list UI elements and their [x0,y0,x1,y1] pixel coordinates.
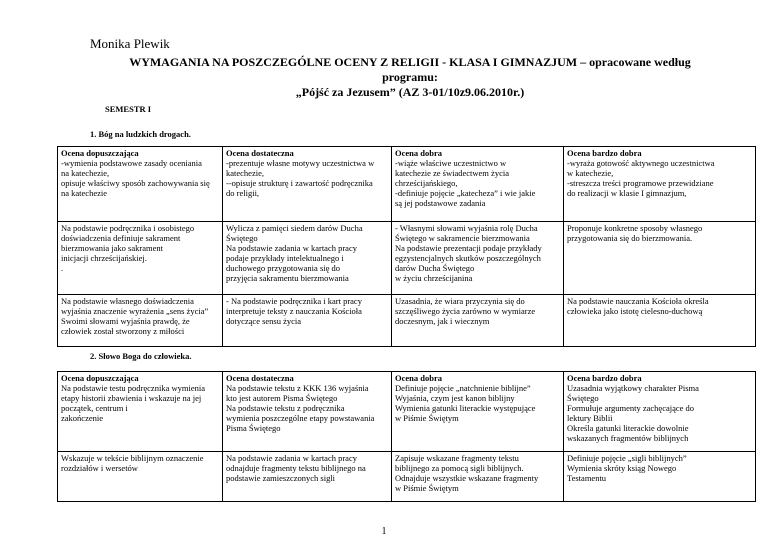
cell-text-line: zakończenie [61,413,103,423]
cell-text-line: na katechezie [61,188,108,198]
cell-text-line: egzystencjalnych skutków poszczególnych [395,253,541,263]
table-row [58,295,756,347]
cell-text-line: Świętego [567,393,599,403]
cell-text-line: -wymienia podstawowe zasady oceniania [61,158,202,168]
column-header: Ocena dopuszczająca [61,148,139,158]
cell-text-line: katechezie ze świadectwem życia [395,168,509,178]
table-cell [223,295,392,347]
table-cell [392,222,564,295]
cell-text-line: Uzasadnia, że wiara przyczynia się do [395,296,525,306]
cell-text-line: . [61,263,64,273]
table-cell [564,372,756,452]
page-number: 1 [381,526,387,537]
cell-text-line: Pisma Świętego [226,423,281,433]
cell-text-line: przyjęcia sakramentu bierzmowania [226,273,349,283]
cell-text-line: Wskazuje w tekście biblijnym oznaczenie [61,453,204,463]
column-header: Ocena dobra [395,148,442,158]
cell-text-line: opisuje właściwy sposób zachowywania się [61,178,210,188]
cell-text-line: w życiu chrześcijanina [395,273,473,283]
cell-text-line: - Na podstawie podręcznika i kart pracy [226,296,362,306]
cell-text-line: biblijnego za pomocą sigli biblijnych. [395,463,524,473]
cell-text-line: początek, centrum i [61,403,128,413]
cell-text-line: doświadczenia definiuje sakrament [61,233,181,243]
table-cell [564,147,756,222]
table-cell [564,222,756,295]
cell-text-line: wymienia poszczególne etapy powstawania [226,413,375,423]
cell-text-line: Na podstawie zadania w kartach pracy [226,453,357,463]
table-cell [392,295,564,347]
cell-text-line: -streszcza treści programowe przewidziane [567,178,714,188]
section-1-heading: 1. Bóg na ludzkich drogach. [90,129,191,139]
cell-text-line: Definiuje pojęcie „sigli biblijnych” [567,453,687,463]
table-row [58,222,756,295]
cell-text-line: -definiuje pojęcie „katecheza” i wie jakie [395,188,536,198]
cell-text-line: podaje przykłady intelektualnego i [226,253,344,263]
cell-text-line: duchowego przygotowania się do [226,263,341,273]
column-header: Ocena dobra [395,373,442,383]
table-cell [58,372,223,452]
table-cell [392,147,564,222]
cell-text-line: odnajduje fragmenty tekstu biblijnego na [226,463,366,473]
cell-text-line: do religii, [226,188,260,198]
cell-text-line: Świętego w sakramencie bierzmowania [395,233,530,243]
table-cell [223,147,392,222]
table-cell [392,372,564,452]
cell-text-line: Swoimi słowami wyjaśnia prawdę, że [61,316,190,326]
cell-text-line: -prezentuje własne motywy uczestnictwa w [226,158,375,168]
cell-text-line: Wyjaśnia, czym jest kanon biblijny [395,393,515,403]
cell-text-line: Odnajduje wszystkie wskazane fragmenty [395,473,539,483]
cell-text-line: Na podstawie prezentacji podaje przykłady [395,243,542,253]
cell-text-line: wskazanych fragmentów biblijnych [567,433,689,443]
cell-text-line: --opisuje strukturę i zawartość podręcznika [226,178,373,188]
cell-text-line: bierzmowania jako sakrament [61,243,163,253]
cell-text-line: interpretuje teksty z nauczania Kościoła [226,306,362,316]
cell-text-line: Na podstawie zadania w kartach pracy [226,243,357,253]
column-header: Ocena dostateczna [226,148,294,158]
cell-text-line: są jej podstawowe zadania [395,198,486,208]
semester-label: SEMESTR I [105,104,152,114]
title-line-3: „Pójść za Jezusem” (AZ 3-01/10z9.06.2010r.) [295,85,525,99]
cell-text-line: Wylicza z pamięci siedem darów Ducha [226,223,363,233]
cell-text-line: -wyraża gotowość aktywnego uczestnictwa [567,158,715,168]
cell-text-line: w Piśmie Świętym [395,413,459,423]
title-line-2: programu: [382,70,438,84]
cell-text-line: szczęśliwego życia zarówno w wymiarze [395,306,536,316]
column-header: Ocena dopuszczająca [61,373,139,383]
section-2-heading: 2. Słowo Boga do człowieka. [90,351,192,361]
cell-text-line: Definiuje pojęcie „natchnienie biblijne” [395,383,531,393]
column-header: Ocena bardzo dobra [567,148,642,158]
cell-text-line: doczesnym, jak i wiecznym [395,316,490,326]
cell-text-line: Formułuje argumenty zachęcające do [567,403,695,413]
cell-text-line: Na podstawie podręcznika i osobistego [61,223,195,233]
cell-text-line: chrześcijańskiego, [395,178,458,188]
table-cell [58,452,223,502]
cell-text-line: Uzasadnia wyjątkowy charakter Pisma [567,383,699,393]
table-row [58,452,756,502]
cell-text-line: wyjaśnia znaczenie wyrażenia „sens życia” [61,306,209,316]
table-row [58,147,756,222]
section-2-table [57,371,756,502]
cell-text-line: Na podstawie testu podręcznika wymienia [61,383,205,393]
cell-text-line: przygotowania się do bierzmowania. [567,233,693,243]
cell-text-line: etapy historii zbawienia i wskazuje na jej [61,393,202,403]
author-name: Monika Plewik [90,36,170,51]
cell-text-line: darów Ducha Świętego [395,263,475,273]
table-cell [58,147,223,222]
cell-text-line: Na podstawie własnego doświadczenia [61,296,194,306]
cell-text-line: inicjacji chrześcijańskiej. [61,253,147,263]
cell-text-line: na katechezie, [61,168,110,178]
document-title [60,55,760,100]
table-cell [223,222,392,295]
cell-text-line: Określa gatunki literackie dowolnie [567,423,689,433]
cell-text-line: lektury Biblii [567,413,613,423]
cell-text-line: kto jest autorem Pisma Świętego [226,393,338,403]
column-header: Ocena bardzo dobra [567,373,642,383]
table-cell [223,372,392,452]
table-cell [392,452,564,502]
cell-text-line: podstawie zamieszczonych sigli [226,473,336,483]
title-line-1: WYMAGANIA NA POSZCZEGÓLNE OCENY Z RELIGII - KLASA I GIMNAZJUM – opracowane według [129,55,691,69]
cell-text-line: dotyczące sensu życia [226,316,302,326]
cell-text-line: Zapisuje wskazane fragmenty tekstu [395,453,519,463]
cell-text-line: w Piśmie Świętym [395,483,459,493]
cell-text-line: Na podstawie tekstu z podręcznika [226,403,345,413]
cell-text-line: w katechezie, [567,168,614,178]
cell-text-line: -wiąże właściwe uczestnictwo w [395,158,507,168]
table-row [58,372,756,452]
cell-text-line: Wymienia skróty ksiąg Nowego [567,463,677,473]
table-cell [58,295,223,347]
cell-text-line: człowieka jako istotę cielesno-duchową [567,306,703,316]
table-cell [564,452,756,502]
cell-text-line: Proponuje konkretne sposoby własnego [567,223,703,233]
cell-text-line: Świętego [226,233,258,243]
cell-text-line: - Własnymi słowami wyjaśnia rolę Ducha [395,223,538,233]
table-cell [58,222,223,295]
cell-text-line: do realizacji w klasie I gimnazjum, [567,188,687,198]
cell-text-line: Na podstawie nauczania Kościoła określa [567,296,709,306]
cell-text-line: człowiek został stworzony z miłości [61,326,185,336]
table-cell [223,452,392,502]
table-cell [564,295,756,347]
cell-text-line: Wymienia gatunki literackie występujące [395,403,536,413]
column-header: Ocena dostateczna [226,373,294,383]
section-1-table [57,146,756,347]
cell-text-line: rozdziałów i wersetów [61,463,138,473]
cell-text-line: katechezie, [226,168,264,178]
cell-text-line: Na podstawie tekstu z KKK 136 wyjaśnia [226,383,369,393]
cell-text-line: Testamentu [567,473,607,483]
